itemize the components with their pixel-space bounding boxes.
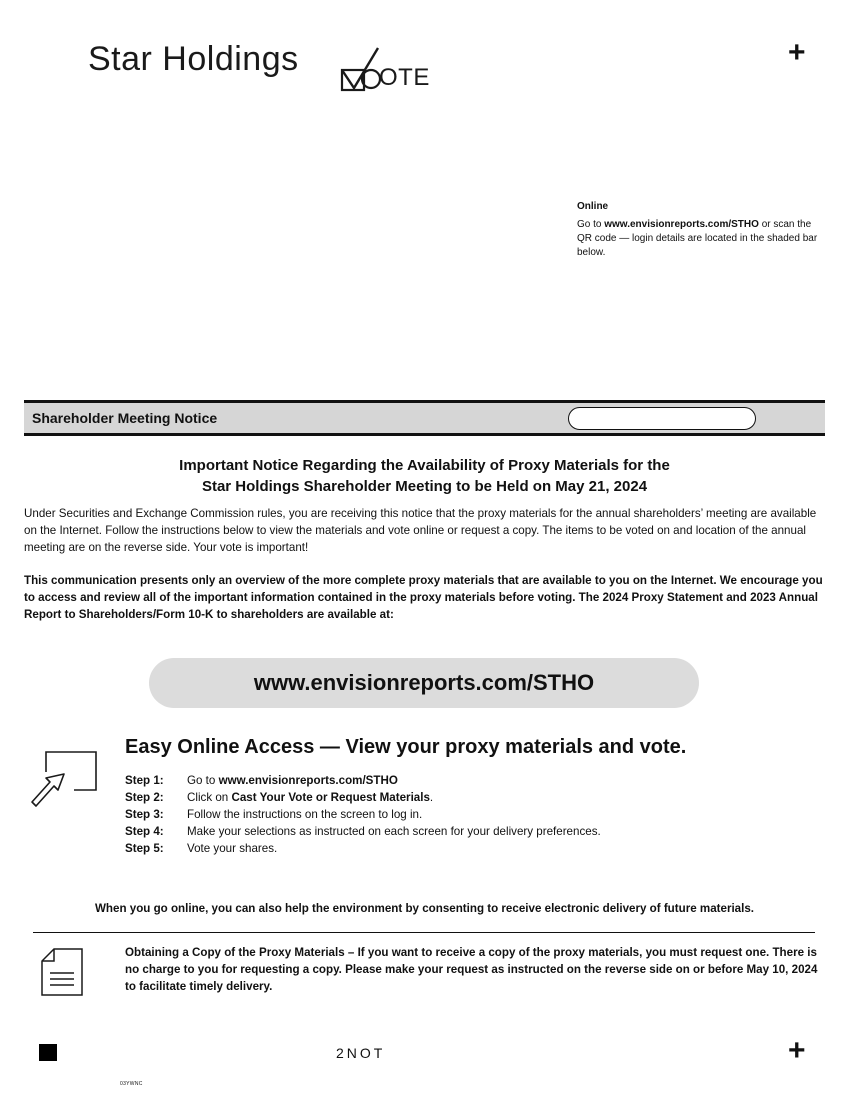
online-heading: Online [577,201,609,212]
step-item: Step 1: Go to www.envisionreports.com/STHO [125,774,398,787]
job-code: 03YWNC [120,1081,143,1087]
crop-mark-top-right: + [788,36,806,69]
form-code: 2NOT [336,1045,386,1061]
company-name: Star Holdings [88,40,299,78]
notice-paragraph-1: Under Securities and Exchange Commission rules, you are receiving this notice that the proxy materials for the annual shareholders’ meeting are available on the Internet. Follow the instructions below to view the materials and vote online or request a copy. The items to be voted on and location of the annual meeting are on the reverse side. Your vote is important! [24,507,817,554]
notice-title: Important Notice Regarding the Availability of Proxy Materials for the Star Holdings Shareholder Meeting to be Held on May 21, 2024 [179,457,670,495]
step-item: Step 4: Make your selections as instructed on each screen for your delivery preferences. [125,825,601,838]
steps-list [125,772,601,857]
step-item: Step 3: Follow the instructions on the screen to log in. [125,808,423,821]
step-item: Step 2: Click on Cast Your Vote or Request Materials. [125,791,434,804]
envision-url-link[interactable]: www.envisionreports.com/STHO [149,658,699,708]
environment-note: When you go online, you can also help the environment by consenting to receive electronic delivery of future materials. [94,902,755,915]
document-icon [40,947,84,997]
cursor-click-icon [26,750,98,810]
online-url-link[interactable]: www.envisionreports.com/STHO [604,219,759,230]
registration-square [39,1044,57,1061]
divider [33,932,815,933]
online-body: Go to www.envisionreports.com/STHO or scan the QR code — login details are located in the shaded bar below. [577,219,818,258]
step-url-link[interactable]: www.envisionreports.com/STHO [218,774,398,787]
step-item: Step 5: Vote your shares. [125,842,278,855]
notice-paragraph-2: This communication presents only an overview of the more complete proxy materials that are available to you on the Internet. We encourage you to access and review all of the important information contained in the proxy materials before voting. The 2024 Proxy Statement and 2023 Annual Report to Shareholders/Form 10-K to shareholders are available at: [24,574,823,621]
meeting-bar-title: Shareholder Meeting Notice [32,410,218,426]
online-instructions [577,200,827,260]
login-details-box [568,407,756,430]
vote-logo-text: OTE [379,64,430,91]
crop-mark-bottom-right: + [788,1034,806,1067]
access-title: Easy Online Access — View your proxy materials and vote. [125,736,687,758]
bar-bottom-rule [24,433,825,436]
copy-request-note: Obtaining a Copy of the Proxy Materials – If you want to receive a copy of the proxy materials, you must request one. There is no charge to you for requesting a copy. Please make your request as instructed on the reverse side on or before May 10, 2024 to facilitate timely delivery. [125,946,818,993]
